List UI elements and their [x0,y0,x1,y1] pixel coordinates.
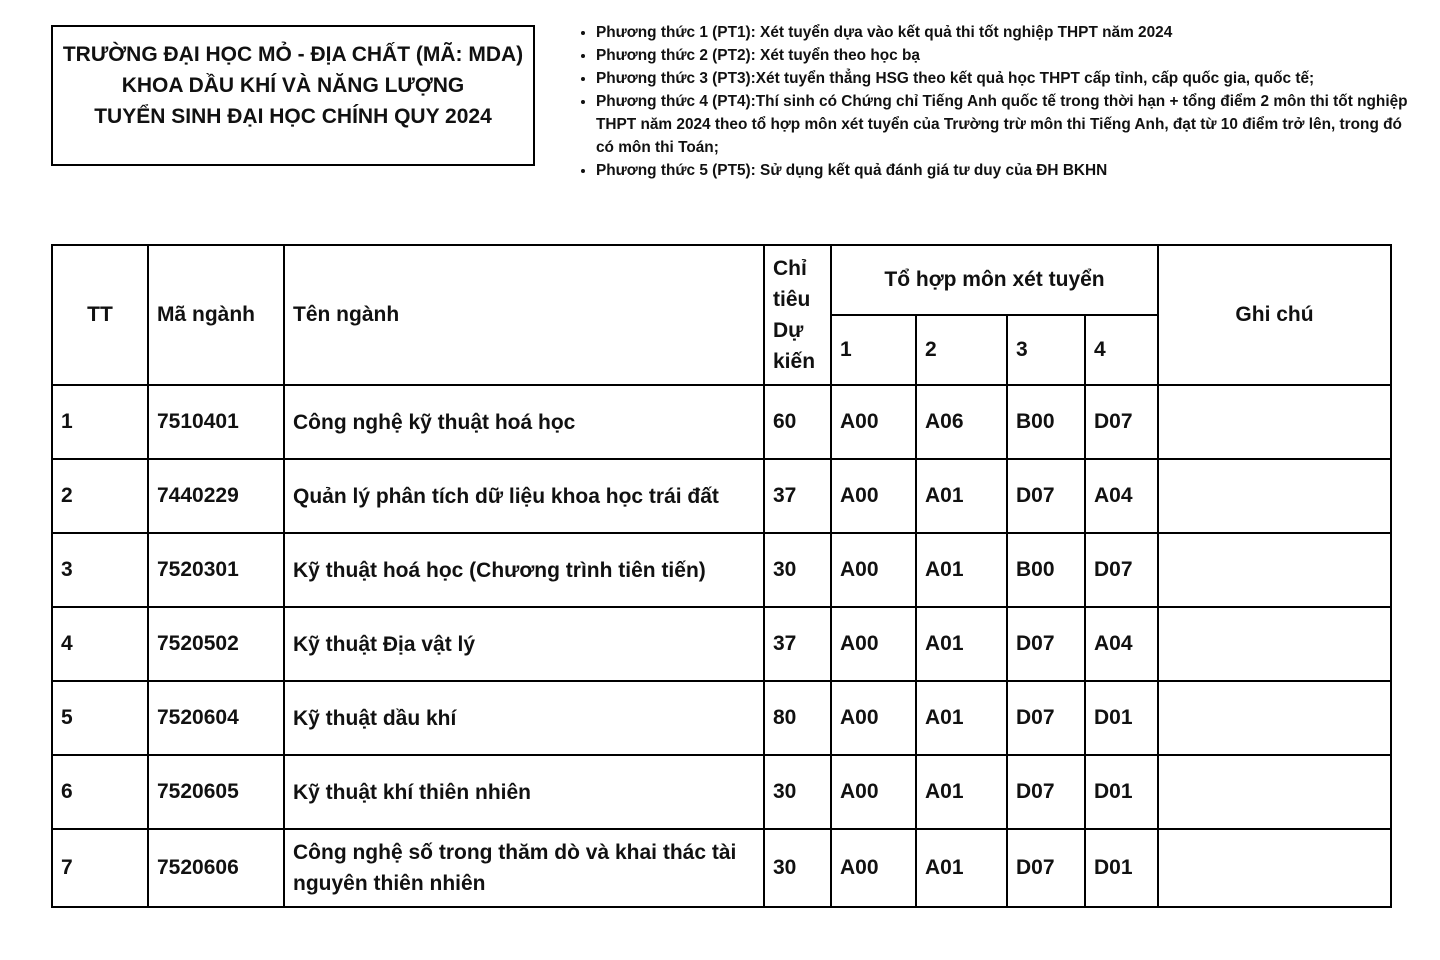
title-line-university: TRƯỜNG ĐẠI HỌC MỎ - ĐỊA CHẤT (MÃ: MDA) [62,43,524,66]
header-combo: Tổ hợp môn xét tuyển [831,245,1158,315]
cell-combo-3: D07 [1007,607,1085,681]
header-combo-1: 1 [831,315,916,385]
cell-name: Kỹ thuật hoá học (Chương trình tiên tiến) [284,533,764,607]
title-line-faculty: KHOA DẦU KHÍ VÀ NĂNG LƯỢNG [121,74,465,97]
cell-note [1158,385,1391,459]
cell-combo-2: A06 [916,385,1007,459]
header-tt: TT [52,245,148,385]
admission-methods-list [575,21,1416,182]
cell-tt: 3 [52,533,148,607]
header-quota-line4: kiến [773,350,816,373]
header-quota-line1: Chỉ [773,257,807,280]
title-box [51,25,535,166]
cell-combo-1: A00 [831,459,916,533]
cell-name: Kỹ thuật dầu khí [284,681,764,755]
cell-combo-2: A01 [916,829,1007,907]
cell-combo-4: D01 [1085,681,1158,755]
cell-combo-1: A00 [831,829,916,907]
cell-combo-3: D07 [1007,829,1085,907]
cell-note [1158,681,1391,755]
cell-combo-2: A01 [916,755,1007,829]
cell-combo-4: D01 [1085,829,1158,907]
cell-combo-3: D07 [1007,755,1085,829]
cell-combo-4: A04 [1085,607,1158,681]
cell-tt: 1 [52,385,148,459]
cell-code: 7520605 [148,755,284,829]
cell-combo-3: D07 [1007,459,1085,533]
cell-code: 7510401 [148,385,284,459]
cell-combo-4: D07 [1085,533,1158,607]
cell-combo-1: A00 [831,755,916,829]
cell-tt: 2 [52,459,148,533]
table-row [52,681,1391,755]
cell-tt: 5 [52,681,148,755]
cell-note [1158,755,1391,829]
cell-quota: 30 [764,533,831,607]
method-item-4: • Phương thức 4 (PT4):Thí sinh có Chứng chỉ Tiếng Anh quốc tế trong thời hạn + tổng điểm 2 môn thi tốt nghiệp THPT năm 2024 theo tổ hợp môn xét tuyển của Trường trừ môn thi Tiếng Anh, đạt từ 10 điểm trở lên, trong đó có môn thi Toán; [596,90,1416,159]
header-combo-3: 3 [1007,315,1085,385]
cell-name: Công nghệ kỹ thuật hoá học [284,385,764,459]
cell-combo-3: B00 [1007,533,1085,607]
cell-note [1158,607,1391,681]
cell-combo-4: D01 [1085,755,1158,829]
table-row [52,829,1391,907]
title-line-admission: TUYỂN SINH ĐẠI HỌC CHÍNH QUY 2024 [94,105,492,128]
cell-code: 7520502 [148,607,284,681]
header-note: Ghi chú [1158,245,1391,385]
method-item-5: • Phương thức 5 (PT5): Sử dụng kết quả đánh giá tư duy của ĐH BKHN [596,159,1416,182]
cell-combo-3: B00 [1007,385,1085,459]
cell-note [1158,829,1391,907]
cell-combo-2: A01 [916,533,1007,607]
header-code: Mã ngành [148,245,284,385]
cell-combo-2: A01 [916,459,1007,533]
cell-code: 7520604 [148,681,284,755]
header-combo-4: 4 [1085,315,1158,385]
method-item-3: • Phương thức 3 (PT3):Xét tuyển thẳng HSG theo kết quả học THPT cấp tỉnh, cấp quốc gia, quốc tế; [596,67,1416,90]
header-quota [764,245,831,385]
cell-note [1158,459,1391,533]
cell-combo-1: A00 [831,533,916,607]
cell-note [1158,533,1391,607]
header-name: Tên ngành [284,245,764,385]
cell-quota: 30 [764,755,831,829]
cell-code: 7440229 [148,459,284,533]
header-quota-line2: tiêu [773,288,811,311]
cell-quota: 37 [764,607,831,681]
cell-combo-2: A01 [916,681,1007,755]
cell-combo-4: A04 [1085,459,1158,533]
cell-quota: 30 [764,829,831,907]
cell-tt: 7 [52,829,148,907]
cell-tt: 4 [52,607,148,681]
header-combo-2: 2 [916,315,1007,385]
cell-combo-1: A00 [831,681,916,755]
table-row [52,607,1391,681]
cell-name: Kỹ thuật Địa vật lý [284,607,764,681]
cell-quota: 37 [764,459,831,533]
cell-quota: 80 [764,681,831,755]
cell-combo-4: D07 [1085,385,1158,459]
table-row [52,459,1391,533]
cell-tt: 6 [52,755,148,829]
header-quota-line3: Dự [773,319,804,342]
method-item-1: • Phương thức 1 (PT1): Xét tuyển dựa vào kết quả thi tốt nghiệp THPT năm 2024 [596,21,1416,44]
cell-name: Kỹ thuật khí thiên nhiên [284,755,764,829]
cell-name: Quản lý phân tích dữ liệu khoa học trái đất [284,459,764,533]
method-item-2: • Phương thức 2 (PT2): Xét tuyển theo học bạ [596,44,1416,67]
table-row [52,533,1391,607]
cell-quota: 60 [764,385,831,459]
cell-combo-1: A00 [831,607,916,681]
cell-combo-3: D07 [1007,681,1085,755]
cell-combo-2: A01 [916,607,1007,681]
majors-table [51,244,1392,908]
cell-combo-1: A00 [831,385,916,459]
table-row [52,755,1391,829]
table-row [52,385,1391,459]
cell-code: 7520301 [148,533,284,607]
cell-code: 7520606 [148,829,284,907]
cell-name: Công nghệ số trong thăm dò và khai thác tài nguyên thiên nhiên [284,829,764,907]
